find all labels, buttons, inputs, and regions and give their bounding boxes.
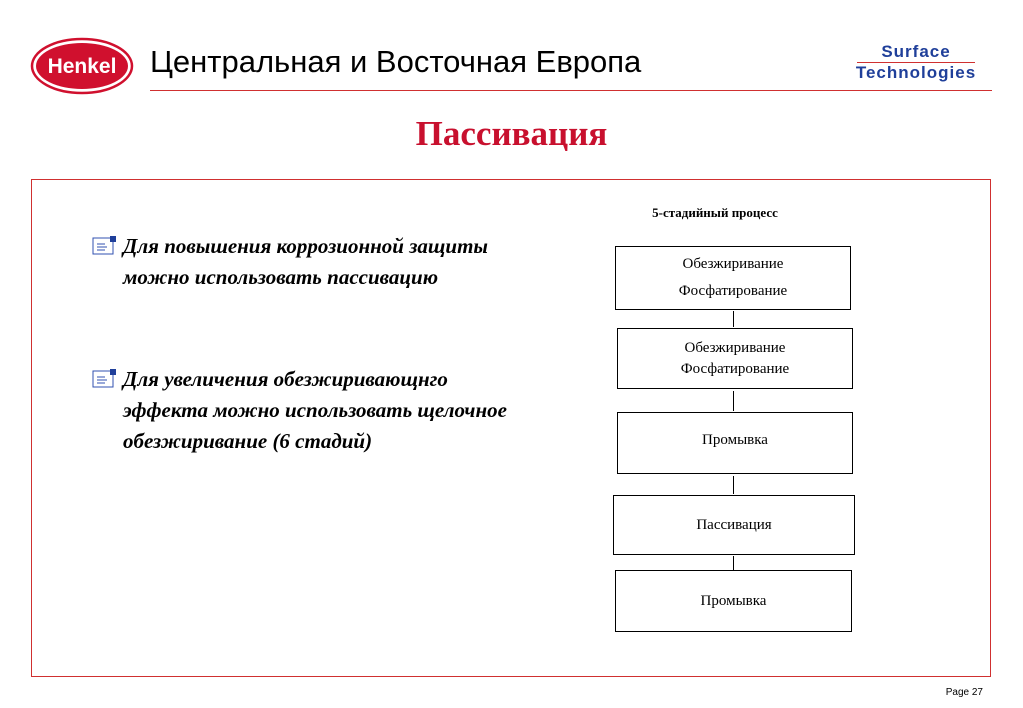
slide-title: Пассивация bbox=[415, 114, 608, 153]
step-label: Пассивация bbox=[696, 516, 772, 533]
page-number: Page 27 bbox=[945, 687, 983, 698]
process-step-5 bbox=[615, 570, 852, 632]
step-label: Фосфатирование bbox=[678, 283, 788, 299]
henkel-logo bbox=[30, 37, 134, 95]
bullet-text: Для увеличения обезжиривающнго эффекта можно использовать щелочное обезжиривание (6 стадий) bbox=[123, 367, 507, 453]
process-step-2 bbox=[617, 328, 853, 389]
brand-line-1: Surface bbox=[881, 42, 951, 61]
process-step-1 bbox=[615, 246, 851, 310]
page-title: Центральная и Восточная Европа bbox=[150, 44, 642, 79]
bullet-icon bbox=[92, 234, 118, 254]
surface-technologies-logo bbox=[836, 42, 996, 82]
process-connector bbox=[733, 476, 734, 494]
bullet-icon bbox=[92, 367, 118, 387]
process-connector bbox=[733, 556, 734, 570]
step-label: Обезжиривание bbox=[684, 339, 786, 356]
process-connector bbox=[733, 391, 734, 411]
bullet-text: Для повышения коррозионной защиты можно использовать пассивацию bbox=[123, 234, 488, 289]
step-label: Обезжиривание bbox=[682, 256, 784, 272]
brand-line-2: Technologies bbox=[855, 63, 977, 82]
step-label: Промывка bbox=[702, 431, 768, 448]
process-step-3 bbox=[617, 412, 853, 474]
process-step-4 bbox=[613, 495, 855, 555]
logo-text: Henkel bbox=[47, 55, 117, 78]
step-label: Фосфатирование bbox=[680, 360, 790, 377]
header-divider bbox=[150, 90, 992, 91]
process-title: 5-стадийный процесс bbox=[652, 205, 778, 220]
step-label: Промывка bbox=[700, 592, 767, 609]
process-connector bbox=[733, 311, 734, 327]
